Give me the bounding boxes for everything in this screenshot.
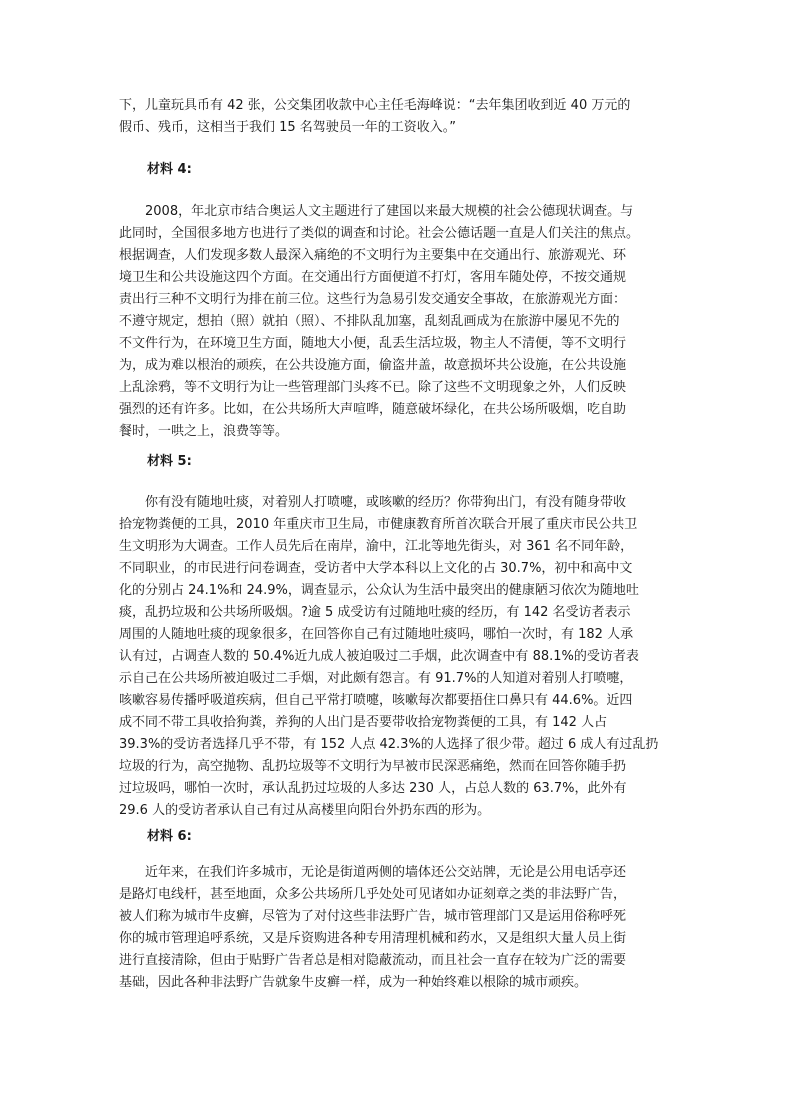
text-line: 是路灯电线杆，甚至地面，众多公共场所几乎处处可见诸如办证刻章之类的非法野广告， <box>119 887 627 902</box>
material-6-heading: 材料 6: <box>147 829 192 844</box>
text-line: 被人们称为城市牛皮癣，尽管为了对付这些非法野广告，城市管理部门又是运用俗称呼死 <box>119 909 627 924</box>
text-line: 不遵守规定，想拍（照）就拍（照）、不排队乱加塞，乱刻乱画成为在旅游中屡见不先的 <box>119 314 620 329</box>
text-line: 不同职业，的市民进行问卷调查，受访者中大学本科以上文化的占 30.7%，初中和高中文 <box>119 561 633 576</box>
text-line: 痰，乱扔垃圾和公共场所吸烟。?逾 5 成受访有过随地吐痰的经历，有 142 名受访者表示 <box>119 605 631 620</box>
text-line: 境卫生和公共设施这四个方面。在交通出行方面便道不打灯，客用车随处停，不按交通规 <box>119 270 627 285</box>
material-5-heading: 材料 5: <box>147 454 192 469</box>
text-line: 假币、残币，这相当于我们 15 名驾驶员一年的工资收入。” <box>119 120 457 135</box>
text-line: 餐时，一哄之上，浪费等等。 <box>119 424 289 439</box>
text-line: 生文明形为大调查。工作人员先后在南岸，渝中，江北等地先街头，对 361 名不同年龄， <box>119 539 634 554</box>
text-line: 39.3%的受访者选择几乎不带，有 152 人点 42.3%的人选择了很少带。超过 6 成人有过乱扔 <box>119 737 659 752</box>
material-6-paragraph <box>119 862 671 994</box>
text-line: 强烈的还有许多。比如，在公共场所大声喧哗，随意破坏绿化，在共公场所吸烟，吃自助 <box>119 402 627 417</box>
text-line: 过垃圾吗，哪怕一次时，承认乱扔过垃圾的人多达 230 人，占总人数的 63.7%，此外有 <box>119 781 627 796</box>
text-line: 不文件行为，在环境卫生方面，随地大小便，乱丢生活垃圾，物主人不清便，等不文明行 <box>119 336 627 351</box>
text-line: 周围的人随地吐痰的现象很多，在回答你自己有过随地吐痰吗，哪怕一次时，有 182 人承 <box>119 627 634 642</box>
intro-paragraph <box>119 95 671 139</box>
material-5-paragraph <box>119 492 671 822</box>
text-line: 为，成为难以根治的顽疾，在公共设施方面，偷盗井盖，故意损坏共公设施，在公共设施 <box>119 358 627 373</box>
text-line: 示自己在公共场所被迫吸过二手烟，对此颇有怨言。有 91.7%的人知道对着别人打喷嚏， <box>119 671 633 686</box>
text-line: 认有过，占调查人数的 50.4%近九成人被迫吸过二手烟，此次调查中有 88.1%的受访者表 <box>119 649 639 664</box>
text-line: 近年来，在我们许多城市，无论是街道两侧的墙体还公交站牌，无论是公用电话亭还 <box>119 865 627 880</box>
text-line: 责出行三种不文明行为排在前三位。这些行为急易引发交通安全事故，在旅游观光方面： <box>119 292 627 307</box>
text-line: 你的城市管理追呼系统，又是斥资购进各种专用清理机械和药水，又是组织大量人员上街 <box>119 931 627 946</box>
text-line: 2008，年北京市结合奥运人文主题进行了建国以来最大规模的社会公德现状调查。与 <box>119 204 634 219</box>
text-line: 根据调查，人们发现多数人最深入痛绝的不文明行为主要集中在交通出行、旅游观光、环 <box>119 248 627 263</box>
text-line: 你有没有随地吐痰，对着别人打喷嚏，或咳嗽的经历？你带狗出门，有没有随身带收 <box>119 495 627 510</box>
text-line: 进行直接清除，但由于贴野广告者总是相对隐蔽流动，而且社会一直存在较为广泛的需要 <box>119 953 627 968</box>
text-line: 化的分别占 24.1%和 24.9%，调查显示，公众认为生活中最突出的健康陋习依次为随地吐 <box>119 583 639 598</box>
material-4-heading: 材料 4: <box>147 162 192 177</box>
text-line: 咳嗽容易传播呼吸道疾病，但自己平常打喷嚏，咳嗽每次都要捂住口鼻只有 44.6%。近四 <box>119 693 633 708</box>
material-4-paragraph <box>119 201 671 443</box>
text-line: 29.6 人的受访者承认自己有过从高楼里向阳台外扔东西的形为。 <box>119 803 491 818</box>
text-line: 拾宠物粪便的工具，2010 年重庆市卫生局，市健康教育所首次联合开展了重庆市民公共卫 <box>119 517 638 532</box>
text-line: 成不同不带工具收拾狗粪，养狗的人出门是否要带收拾宠物粪便的工具，有 142 人占 <box>119 715 608 730</box>
text-line: 垃圾的行为，高空抛物、乱扔垃圾等不文明行为早被市民深恶痛绝，然而在回答你随手扔 <box>119 759 627 774</box>
text-line: 下，儿童玩具币有 42 张，公交集团收款中心主任毛海峰说：“去年集团收到近 40 万元的 <box>119 98 631 113</box>
text-line: 基础，因此各种非法野广告就象牛皮癣一样，成为一种始终难以根除的城市顽疾。 <box>119 975 588 990</box>
text-line: 上乱涂鸦，等不文明行为让一些管理部门头疼不已。除了这些不文明现象之外，人们反映 <box>119 380 627 395</box>
text-line: 此同时，全国很多地方也进行了类似的调查和讨论。社会公德话题一直是人们关注的焦点。 <box>119 226 640 241</box>
